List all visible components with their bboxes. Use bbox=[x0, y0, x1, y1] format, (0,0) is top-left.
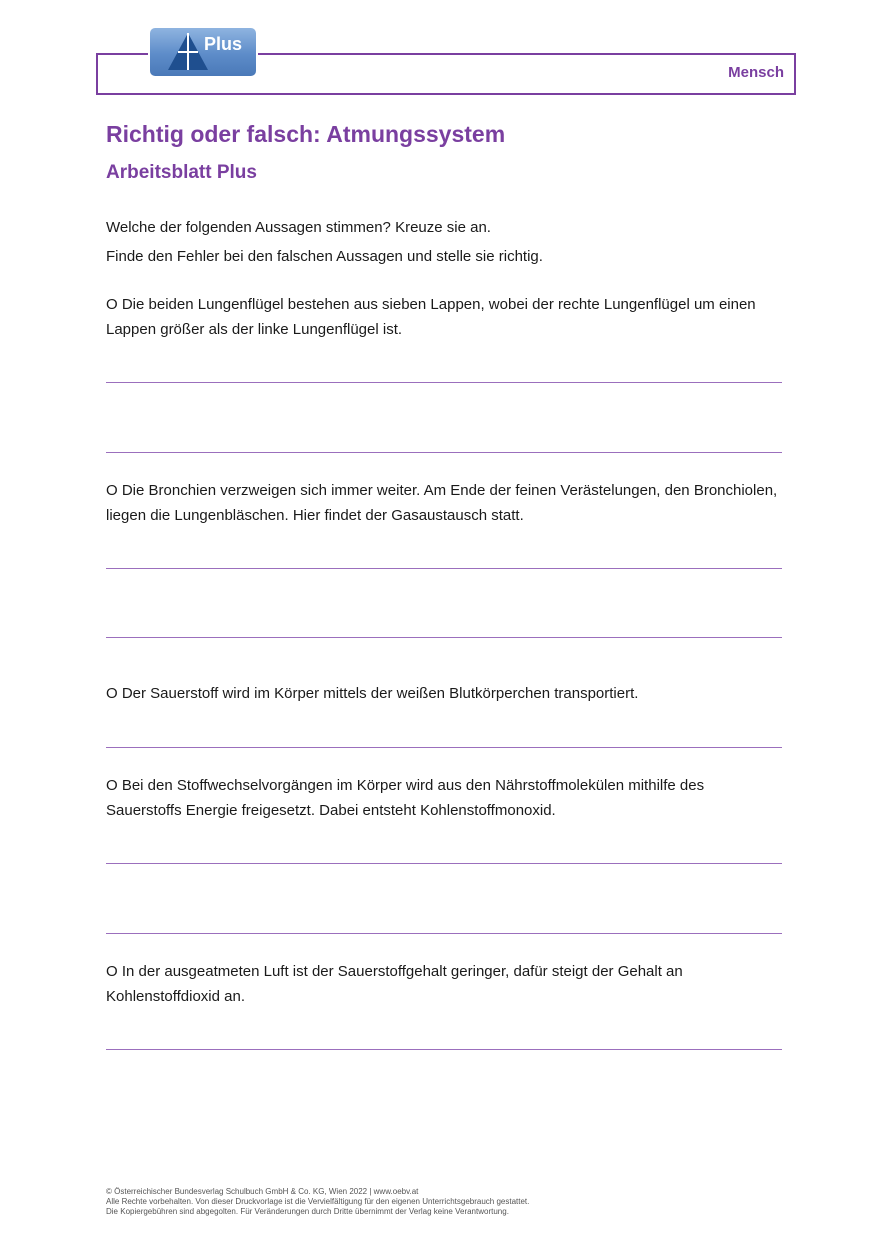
answer-line[interactable] bbox=[106, 1049, 782, 1050]
footer-rights: Alle Rechte vorbehalten. Von dieser Druckvorlage ist die Vervielfältigung für den eigenen Unterrichtsgebrauch gestattet. bbox=[106, 1197, 530, 1206]
instruction-text: Welche der folgenden Aussagen stimmen? Kreuze sie an. bbox=[106, 219, 491, 236]
footer bbox=[106, 1187, 529, 1217]
subject-label: Mensch bbox=[728, 64, 784, 81]
footer-copyright: © Österreichischer Bundesverlag Schulbuch GmbH & Co. KG, Wien 2022 | www.oebv.at bbox=[106, 1187, 419, 1196]
plus-logo bbox=[150, 28, 256, 76]
page-title: Richtig oder falsch: Atmungssystem bbox=[106, 121, 506, 147]
page-subtitle: Arbeitsblatt Plus bbox=[106, 162, 257, 183]
statement-item: O Bei den Stoffwechselvorgängen im Körper wird aus den Nährstoffmolekülen mithilfe des Sauerstoffs Energie freigesetzt. Dabei entsteht Kohlenstoffmonoxid. bbox=[106, 777, 705, 819]
logo-label: Plus bbox=[204, 34, 243, 54]
answer-line[interactable] bbox=[106, 863, 782, 864]
answer-line[interactable] bbox=[106, 933, 782, 934]
footer-disclaimer: Die Kopiergebühren sind abgegolten. Für Veränderungen durch Dritte übernimmt der Verlag keine Verantwortung. bbox=[106, 1207, 509, 1216]
answer-line[interactable] bbox=[106, 568, 782, 569]
statement-item: O In der ausgeatmeten Luft ist der Sauerstoffgehalt geringer, dafür steigt der Gehalt an Kohlenstoffdioxid an. bbox=[106, 963, 683, 1005]
instruction-text: Finde den Fehler bei den falschen Aussagen und stelle sie richtig. bbox=[106, 248, 543, 265]
statement-item: O Die Bronchien verzweigen sich immer weiter. Am Ende der feinen Verästelungen, den Bronchiolen, liegen die Lungenbläschen. Hier findet der Gasaustausch statt. bbox=[106, 482, 778, 524]
answer-line[interactable] bbox=[106, 452, 782, 453]
statement-item: O Die beiden Lungenflügel bestehen aus sieben Lappen, wobei der rechte Lungenflügel um einen Lappen größer als der linke Lungenflügel ist. bbox=[106, 296, 756, 338]
statement-item: O Der Sauerstoff wird im Körper mittels der weißen Blutkörperchen transportiert. bbox=[106, 685, 639, 702]
answer-line[interactable] bbox=[106, 637, 782, 638]
answer-line[interactable] bbox=[106, 747, 782, 748]
answer-line[interactable] bbox=[106, 382, 782, 383]
